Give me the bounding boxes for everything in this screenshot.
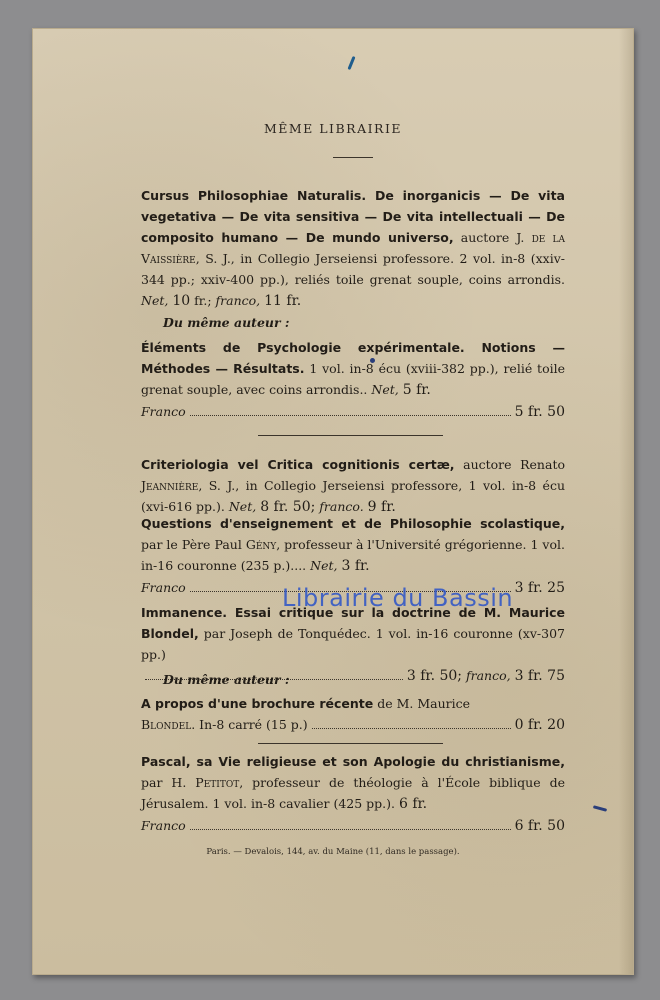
price: 11 fr. bbox=[264, 293, 302, 309]
entry-title: Immanence. Essai critique sur la doctrine de M. Maurice Blondel, bbox=[141, 605, 565, 641]
entry-title: Éléments de Psychologie expérimentale. Notions — Méthodes — Résultats. bbox=[141, 340, 565, 376]
catalog-entry-pascal: Pascal, sa Vie religieuse et son Apologie du christianisme, par H. Petitot, professeur de théologie à l'École biblique de Jérusalem. 1 vol. in-8 cavalier (425 pp.). 6 fr. Franco 6 fr. 50 bbox=[141, 751, 565, 837]
section-rule bbox=[258, 435, 443, 436]
price: 6 fr. 50 bbox=[514, 818, 565, 834]
franco-line: Franco 6 fr. 50 bbox=[141, 815, 565, 837]
catalog-entry-immanence: Immanence. Essai critique sur la doctrine de M. Maurice Blondel, par Joseph de Tonquédec. 1 vol. in-16 couronne (xv-307 pp.) 3 fr. 50; franco, 3 fr. 75 bbox=[141, 602, 565, 687]
entry-title: Pascal, sa Vie religieuse et son Apologie du christianisme, bbox=[141, 754, 565, 769]
same-author-heading: Du même auteur : bbox=[163, 672, 290, 687]
same-author-heading: Du même auteur : bbox=[163, 315, 290, 330]
price-line: Blondel . In-8 carré (15 p.) 0 fr. 20 bbox=[141, 714, 565, 736]
price: 0 fr. 20 bbox=[514, 717, 565, 733]
entry-title: A propos d'une brochure récente bbox=[141, 696, 374, 711]
bookseller-watermark: Librairie du Bassin bbox=[282, 584, 514, 612]
catalog-entry-cursus: Cursus Philosophiae Naturalis. De inorganicis — De vita vegetativa — De vita sensitiva — De vita intellectuali — De composito humano — De mundo universo, auctore J. de la Vaissière, S. J., in Collegio Jerseiensi professore. 2 vol. in-8 (xxiv-344 pp.; xxiv-400 pp.), reliés toile grenat souple, coins arrondis. Net, 10 fr.; franco, 11 fr. bbox=[141, 188, 565, 309]
price: 6 fr. bbox=[398, 796, 428, 812]
entry-title: Cursus Philosophiae Naturalis. De inorganicis — De vita vegetativa — De vita sensitiva — De vita intellectuali — De composito humano — De mundo universo, bbox=[141, 188, 565, 245]
author-name: Petitot bbox=[195, 775, 240, 790]
catalog-entry-criteriologia: Criteriologia vel Critica cognitionis certæ, auctore Renato Jeannière, S. J., in Collegio Jerseiensi professore, 1 vol. in-8 écu (xvi-616 pp.). Net, 8 fr. 50; franco. 9 fr. bbox=[141, 457, 565, 515]
price: 10 bbox=[172, 293, 191, 309]
price: 5 fr. 50 bbox=[514, 404, 565, 420]
price: 3 fr. 75 bbox=[514, 668, 565, 684]
price: 3 fr. 50; bbox=[406, 668, 462, 684]
ink-mark bbox=[593, 805, 607, 812]
printer-imprint: Paris. — Devalois, 144, av. du Maine (11, dans le passage). bbox=[206, 847, 460, 857]
author-name: de la Vaissière bbox=[141, 230, 565, 266]
catalog-entry-a-propos: A propos d'une brochure récente de M. Maurice Blondel . In-8 carré (15 p.) 0 fr. 20 bbox=[141, 693, 565, 736]
ink-mark bbox=[347, 56, 355, 70]
author-name: Gény bbox=[245, 537, 277, 552]
price-line: 3 fr. 50; franco, 3 fr. 75 bbox=[141, 665, 565, 687]
page-edge-shadow bbox=[619, 29, 633, 974]
price: 8 fr. 50; bbox=[260, 499, 316, 515]
book-back-cover bbox=[32, 28, 634, 975]
author-name: Jeannière bbox=[141, 478, 199, 493]
catalog-entry-psychologie: Éléments de Psychologie expérimentale. Notions — Méthodes — Résultats. 1 vol. in-8 écu (xviii-382 pp.), relié toile grenat souple, avec coins arrondis.. Net, 5 fr. Franco 5 fr. 50 bbox=[141, 337, 565, 423]
catalog-entry-questions: Questions d'enseignement et de Philosophie scolastique, par le Père Paul Gény, professeur à l'Université grégorienne. 1 vol. in-16 couronne (235 p.).... Net, 3 fr. Franco 3 fr. 25 bbox=[141, 513, 565, 599]
price: 5 fr. bbox=[402, 382, 431, 398]
header-rule bbox=[333, 157, 373, 158]
page-header: MÊME LIBRAIRIE bbox=[263, 121, 403, 136]
price: 9 fr. bbox=[367, 499, 396, 515]
entry-title: Questions d'enseignement et de Philosophie scolastique, bbox=[141, 516, 565, 531]
author-name: Blondel bbox=[141, 717, 192, 732]
franco-line: Franco 5 fr. 50 bbox=[141, 401, 565, 423]
section-rule bbox=[258, 743, 443, 744]
franco-line: Franco 3 fr. 25 bbox=[141, 577, 565, 599]
price: 3 fr. 25 bbox=[514, 580, 565, 596]
price: 3 fr. bbox=[341, 558, 370, 574]
entry-title: Criteriologia vel Critica cognitionis certæ, bbox=[141, 457, 455, 472]
